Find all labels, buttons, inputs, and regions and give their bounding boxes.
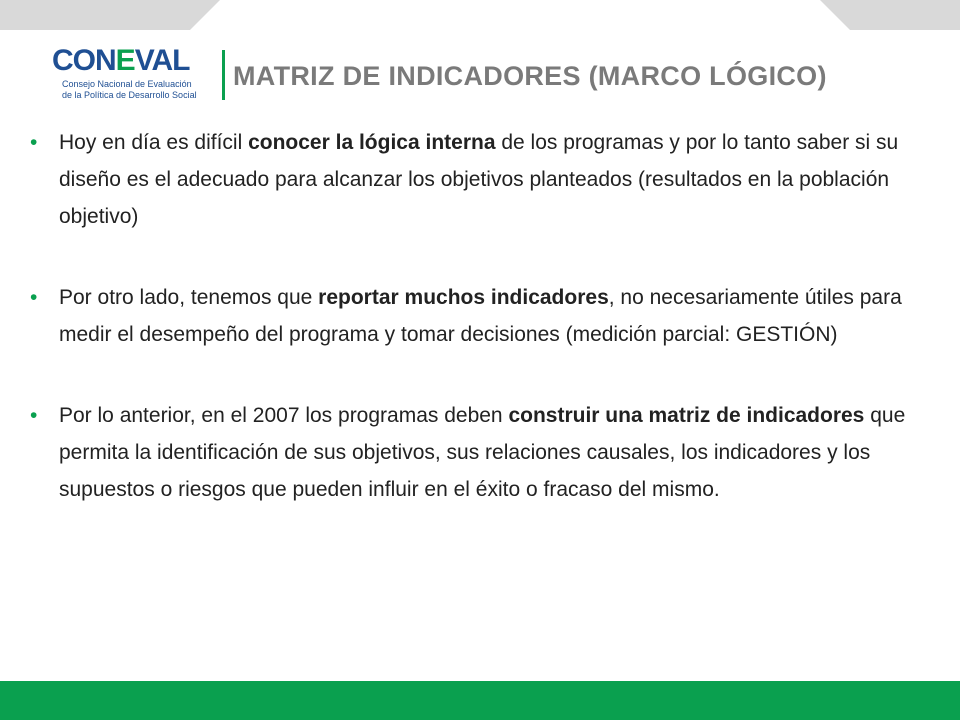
bullet-text	[59, 124, 930, 235]
bullet-text-segment: Hoy en día es difícil	[59, 131, 249, 154]
conevalogo	[52, 44, 212, 104]
bullet-item	[30, 279, 930, 353]
bullet-text	[59, 397, 930, 508]
bullet-text-segment: Por lo anterior, en el 2007 los programas deben	[59, 404, 509, 427]
footer-green-bar	[0, 681, 960, 720]
bullet-text-emphasis: reportar muchos indicadores	[318, 286, 609, 309]
bullet-item	[30, 397, 930, 508]
logo-subtitle	[62, 79, 222, 101]
bullet-text-segment: , no necesariamente útiles para medir el desempeño del programa y tomar decisiones (medición parcial: GESTIÓN)	[59, 286, 902, 346]
logo-subtitle-line2: de la Política de Desarrollo Social	[62, 90, 197, 100]
bullet-text	[59, 279, 930, 353]
bullet-item	[30, 124, 930, 235]
logo-wordmark-part2: E	[115, 44, 135, 77]
logo-wordmark	[52, 44, 189, 78]
bullet-text-emphasis: construir una matriz de indicadores	[508, 404, 865, 427]
logo-wordmark-part3: VAL	[134, 44, 190, 77]
slide-title: MATRIZ DE INDICADORES (MARCO LÓGICO)	[233, 61, 827, 91]
title-divider	[222, 50, 225, 100]
bullet-text-segment: de los programas y por lo tanto saber si su diseño es el adecuado para alcanzar los objetivos planteados (resultados en la población objetivo)	[59, 131, 899, 228]
logo-subtitle-line1: Consejo Nacional de Evaluación	[62, 79, 192, 89]
bullet-marker: •	[30, 286, 38, 309]
logo-wordmark-part1: CON	[52, 44, 116, 77]
bullet-text-emphasis: conocer la lógica interna	[248, 131, 496, 154]
bullet-text-segment: Por otro lado, tenemos que	[59, 286, 319, 309]
bullet-text-segment: que permita la identificación de sus objetivos, sus relaciones causales, los indicadores y los supuestos o riesgos que pueden influir en el éxito o fracaso del mismo.	[59, 404, 906, 501]
bullet-list	[30, 124, 930, 508]
bullet-marker: •	[30, 131, 38, 154]
bullet-marker: •	[30, 404, 38, 427]
